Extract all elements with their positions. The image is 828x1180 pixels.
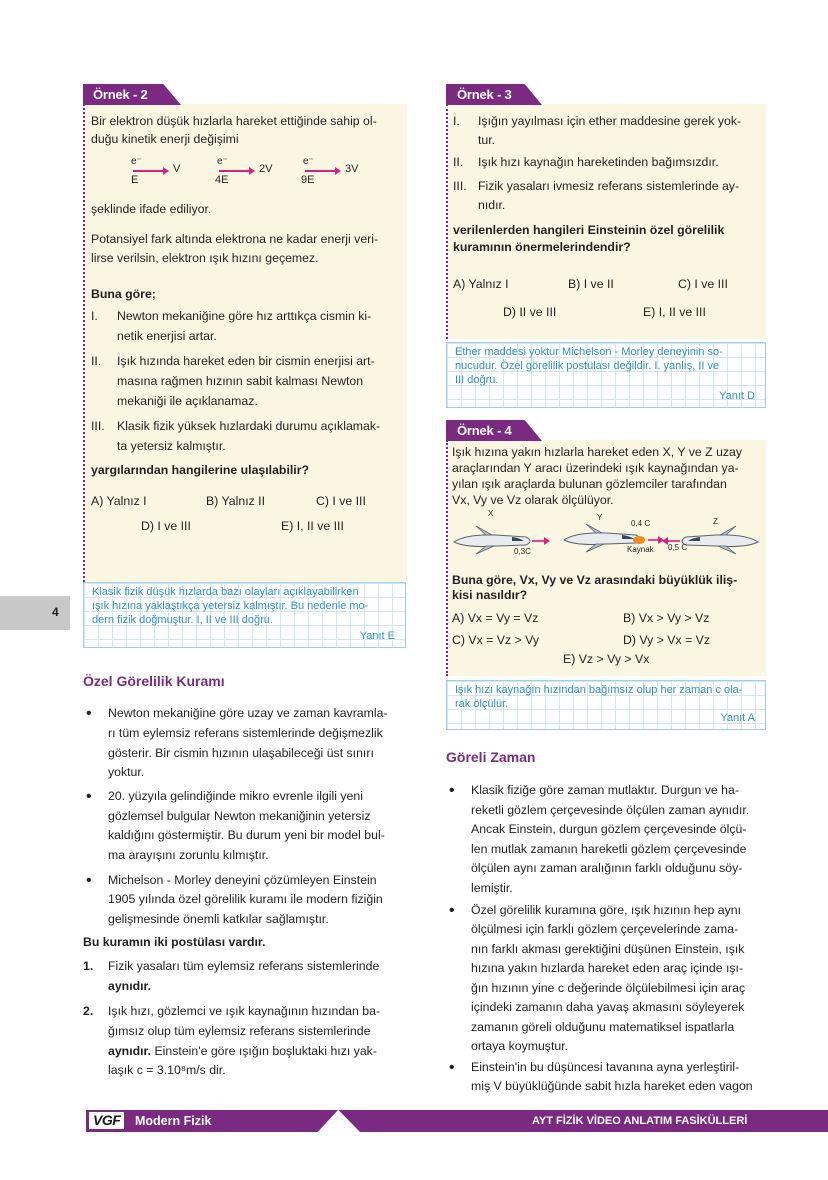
bullet-text: miş V büyüklüğünde sabit hızla hareket eden vagon <box>471 1079 753 1093</box>
bullet-text: ölçülmesi için farklı gözlem çerçevelerinde zama- <box>471 922 739 936</box>
solution-line: III doğru. <box>455 374 499 386</box>
statement-2-cont: masına rağmen hızının sabit kalması Newton <box>117 374 364 388</box>
ex4-line: araçlarından Y aracı üzerindeki ışık kaynağından ya- <box>452 461 739 475</box>
bullet-text: içindeki zamanın daha yavaş akmasını söyleyerek <box>471 1000 745 1014</box>
ex4-line: yılan ışık araçlarda bulunan gözlemciler tarafından <box>452 477 727 491</box>
speed-of-light-value: laşık c = 3.10⁸m/s dir. <box>108 1063 226 1077</box>
label-y: Y <box>597 513 603 522</box>
ex4-line: Vx, Vy ve Vz olarak ölçülüyor. <box>452 493 614 507</box>
ex4-question-cont: kisi nasıldır? <box>452 588 528 602</box>
statement-number: II. <box>453 155 464 169</box>
statement-1: Işığın yayılması için ether maddesine gerek yok- <box>478 114 742 128</box>
bullet-text: Ancak Einstein, durgun gözlem çerçevesinde ölçü- <box>471 822 747 836</box>
option-d: D) Vy > Vx = Vz <box>623 633 711 647</box>
diagram-speed: 3V <box>345 163 359 175</box>
statement-number: I. <box>453 114 460 128</box>
option-a: A) Yalnız I <box>453 277 509 291</box>
solution-line: dern fizik doğmuştur. I, II ve III doğru. <box>92 614 273 626</box>
bullet: • <box>86 788 92 805</box>
bullet-text: ma arayışını zorunlu kılmıştır. <box>108 848 269 862</box>
bullet: • <box>449 782 455 799</box>
label-x: X <box>488 509 494 518</box>
option-c: C) Vx = Vz > Vy <box>452 633 540 647</box>
bullet-text: yoktur. <box>108 765 145 779</box>
page-number-tab <box>0 596 70 630</box>
ex4-line: Işık hızına yakın hızlarla hareket eden X, Y ve Z uzay <box>452 445 743 459</box>
bullet-text: ölçülen aynı zaman aralığının farklı olduğunu söy- <box>471 861 743 875</box>
statement-2: Işık hızı kaynağın hareketinden bağımsızdır. <box>478 155 719 169</box>
label-z: Z <box>713 517 718 526</box>
statement-number: I. <box>91 309 98 323</box>
ex2-intro-line2: duğu kinetik enerji değişimi <box>91 132 239 146</box>
ex2-line4a: Potansiyel fark altında elektrona ne kadar enerji veri- <box>91 232 379 246</box>
postulate-2: Işık hızı, gözlemci ve ışık kaynağının hızından ba- <box>108 1004 381 1018</box>
solution-line: Klasik fizik düşük hızlarda bazı olayları açıklayabilirken <box>92 586 359 598</box>
bullet-text: 1905 yılında özel görelilik kuramı ile modern fiziğin <box>108 892 383 906</box>
bullet-text: Michelson - Morley deneyini çözümleyen Einstein <box>108 873 377 887</box>
ex2-line4b: lirse verilsin, elektron ışık hızını geçemez. <box>91 251 319 265</box>
option-e: E) Vz > Vy > Vx <box>563 652 650 666</box>
statement-3-cont: nıdır. <box>478 198 506 212</box>
statement-1-cont: netik enerjisi artar. <box>117 329 217 343</box>
ex2-line3: şeklinde ifade ediliyor. <box>91 202 212 216</box>
footer-series-title: AYT FİZİK VİDEO ANLATIM FASİKÜLLERİ <box>532 1115 748 1127</box>
statement-3: Fizik yasaları ivmesiz referans sistemlerinde ay- <box>478 179 740 193</box>
solution-line: nucudur. Özel görelilik postülası değildir. I. yanlış, II ve <box>455 360 720 372</box>
bullet-text: gelişmesinde önemli katkılar sağlamıştır. <box>108 912 329 926</box>
solution-line: Işık hızı kaynağın hızından bağımsız olup her zaman c ola- <box>455 684 743 696</box>
answer-label: Yanıt E <box>359 630 395 642</box>
diagram-arrow <box>133 170 167 172</box>
postulate-2-bold: aynıdır. <box>108 1044 152 1058</box>
speed-x: 0,3C <box>514 547 531 556</box>
speed-y: 0,4 C <box>631 519 651 528</box>
solution-line: ışık hızına yaklaştıkça yetersiz kalmıştır. Bu nedenle mo- <box>92 600 369 612</box>
diagram-label: e⁻ <box>217 156 228 167</box>
ex2-buna-gore: Buna göre; <box>91 287 156 301</box>
statement-number: II. <box>91 354 102 368</box>
postulate-2-cont: ğımsız olup tüm eylemsiz referans sistemlerinde <box>108 1024 371 1038</box>
option-a: A) Yalnız I <box>91 494 147 508</box>
section-title-special-relativity: Özel Görelilik Kuramı <box>83 673 225 689</box>
postulate-number: 2. <box>83 1004 94 1018</box>
example-3-tag: Örnek - 3 <box>457 87 512 102</box>
statement-2: Işık hızında hareket eden bir cismin enerjisi art- <box>117 354 375 368</box>
diagram-speed: 2V <box>259 163 273 175</box>
light-source-label: Kaynak <box>627 545 654 554</box>
postulate-2-rest: Einstein'e göre ışığın boşluktaki hızı yak- <box>151 1044 377 1058</box>
bullet-text: len mutlak zamanın hareketli gözlem çerçevesinde <box>471 842 747 856</box>
bullet-text: reketli gözlem çerçevesinde ölçülen zaman aynıdır. <box>471 803 750 817</box>
bullet-text: gösterir. Bir cismin hızının ulaşabileceği üst sınırı <box>108 746 374 760</box>
option-b: B) Vx > Vy > Vz <box>623 611 710 625</box>
bullet-text: Einstein'in bu düşüncesi tavanına ayna yerleştiril- <box>471 1060 740 1074</box>
bullet: • <box>86 872 92 889</box>
ex4-question: Buna göre, Vx, Vy ve Vz arasındaki büyüklük iliş- <box>452 573 738 587</box>
option-c: C) I ve III <box>678 277 728 291</box>
ex2-intro-line1: Bir elektron düşük hızlarla hareket ettiğinde sahip ol- <box>91 114 377 128</box>
bullet-text: Newton mekaniğine göre uzay ve zaman kavramla- <box>108 706 388 720</box>
section-title-relative-time: Göreli Zaman <box>446 749 536 765</box>
bullet-text: ğın hızının yine c değerinde ölçülebilmesi için araç <box>471 981 746 995</box>
postulate-1-bold: aynıdır. <box>108 979 152 993</box>
statement-number: III. <box>91 419 105 433</box>
option-b: B) I ve II <box>568 277 614 291</box>
bullet: • <box>449 1059 455 1076</box>
postulate-number: 1. <box>83 959 94 973</box>
diagram-speed: V <box>173 163 181 175</box>
option-e: E) I, II ve III <box>281 519 344 533</box>
speed-z: 0,5 C <box>668 543 688 552</box>
ex2-question: yargılarından hangilerine ulaşılabilir? <box>91 463 309 477</box>
example-4-tag: Örnek - 4 <box>457 423 512 438</box>
bullet-text: kaldığını göstermiştir. Bu durum yeni bir model bul- <box>108 828 385 842</box>
bullet-text: zamanın göreli olduğunu matematiksel ispatlarla <box>471 1020 735 1034</box>
bullet-text: rı tüm eylemsiz referans sistemlerinde değişmezlik <box>108 726 383 740</box>
footer-brand-logo: VGF <box>89 1112 124 1129</box>
ex3-solution-box <box>446 342 766 408</box>
diagram-energy: E <box>131 174 139 186</box>
diagram-arrow <box>219 170 253 172</box>
spacecraft-diagram <box>446 508 766 568</box>
diagram-arrow <box>305 170 339 172</box>
diagram-energy: 9E <box>301 174 315 186</box>
option-d: D) II ve III <box>503 305 557 319</box>
statement-2-cont: mekaniği ile açıklanamaz. <box>117 394 258 408</box>
page-number: 4 <box>52 605 59 619</box>
option-e: E) I, II ve III <box>643 305 706 319</box>
statement-3-cont: ta yetersiz kalmıştır. <box>117 439 226 453</box>
ex3-question: verilenlerden hangileri Einsteinin özel görelilik <box>453 223 725 237</box>
solution-line: rak ölçülür. <box>455 698 509 710</box>
spacecraft-x <box>454 526 550 554</box>
statement-number: III. <box>453 179 467 193</box>
bullet-text: hızına yakın hızlarda hareket eden araç içinde ışı- <box>471 961 744 975</box>
diagram-label: e⁻ <box>131 156 142 167</box>
bullet: • <box>449 902 455 919</box>
bullet-text: Klasik fiziğe göre zaman mutlaktır. Durgun ve ha- <box>471 783 739 797</box>
answer-label: Yanıt A <box>720 712 755 724</box>
example-2-tag: Örnek - 2 <box>93 87 148 102</box>
bullet-text: 20. yüzyıla gelindiğinde mikro evrenle ilgili yeni <box>108 789 363 803</box>
statement-3: Klasik fizik yüksek hızlardaki durumu açıklamak- <box>117 419 381 433</box>
bullet-text: gözlemsel bulgular Newton mekaniğinin yetersiz <box>108 809 371 823</box>
answer-label: Yanıt D <box>719 390 755 402</box>
postulate-2-cont <box>108 1042 377 1062</box>
bullet-text: nın farklı akması gerektiğini düşünen Einstein, ışık <box>471 942 745 956</box>
solution-line: Ether maddesi yoktur Michelson - Morley deneyinin so- <box>455 346 723 358</box>
statement-1-cont: tur. <box>478 133 496 147</box>
statement-1: Newton mekaniğine göre hız arttıkça cismin ki- <box>117 309 372 323</box>
diagram-energy: 4E <box>215 174 229 186</box>
ex2-solution-box <box>83 582 406 648</box>
bullet-text: Özel görelilik kuramına göre, ışık hızının hep aynı <box>471 903 741 917</box>
bullet-text: lemiştir. <box>471 881 513 895</box>
option-c: C) I ve III <box>316 494 366 508</box>
footer-left-shade <box>0 1110 86 1132</box>
bullet: • <box>86 705 92 722</box>
postulates-title: Bu kuramın iki postülası vardır. <box>83 935 266 949</box>
bullet-text: ortaya koymuştur. <box>471 1039 569 1053</box>
option-a: A) Vx = Vy = Vz <box>452 611 539 625</box>
ex3-question-cont: kuramının önermelerindendir? <box>453 240 631 254</box>
ex4-solution-box <box>446 680 766 730</box>
footer-book-title: Modern Fizik <box>135 1114 212 1128</box>
postulate-1: Fizik yasaları tüm eylemsiz referans sistemlerinde <box>108 959 380 973</box>
option-d: D) I ve III <box>141 519 191 533</box>
diagram-label: e⁻ <box>303 156 314 167</box>
option-b: B) Yalnız II <box>206 494 266 508</box>
